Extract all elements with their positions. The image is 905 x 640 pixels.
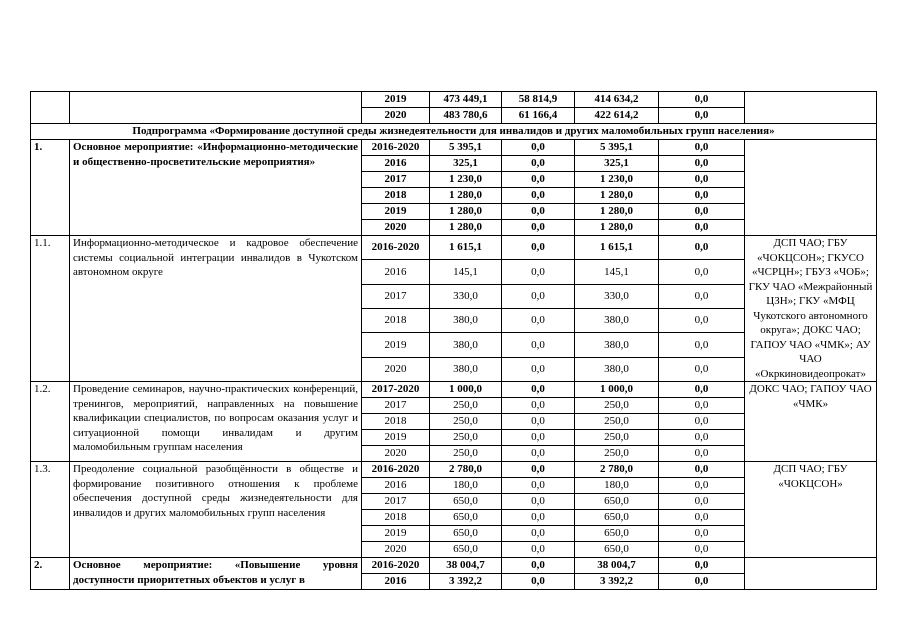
table-row [31,462,877,478]
fed-cell: 61 166,4 [502,108,575,124]
reg-cell: 250,0 [575,414,659,430]
reg-cell: 650,0 [575,494,659,510]
executor-cell [745,558,877,590]
year-cell: 2020 [362,542,430,558]
reg-cell: 1 280,0 [575,188,659,204]
item-number: 1.3. [31,462,70,558]
fed-cell: 0,0 [502,284,575,308]
reg-cell: 1 280,0 [575,220,659,236]
executor-cell [745,140,877,236]
other-cell: 0,0 [659,398,745,414]
item-name: Преодоление социальной разобщённости в обществе и формирование позитивного отношения к проблеме обеспечения доступной среды жизнедеятельности для инвалидов и других маломобильных групп населения [70,462,362,558]
year-cell: 2019 [362,526,430,542]
reg-cell: 422 614,2 [575,108,659,124]
reg-cell: 650,0 [575,526,659,542]
reg-cell: 2 780,0 [575,462,659,478]
other-cell: 0,0 [659,430,745,446]
other-cell: 0,0 [659,92,745,108]
total-cell: 473 449,1 [430,92,502,108]
year-cell: 2019 [362,92,430,108]
item-number: 2. [31,558,70,590]
other-cell: 0,0 [659,284,745,308]
fed-cell: 0,0 [502,260,575,284]
reg-cell: 650,0 [575,510,659,526]
fed-cell: 58 814,9 [502,92,575,108]
total-cell: 1 280,0 [430,204,502,220]
other-cell: 0,0 [659,494,745,510]
reg-cell: 1 230,0 [575,172,659,188]
other-cell: 0,0 [659,558,745,574]
item-name: Основное мероприятие: «Повышение уровня доступности приоритетных объектов и услуг в [70,558,362,590]
fed-cell: 0,0 [502,333,575,357]
fed-cell: 0,0 [502,574,575,590]
fed-cell: 0,0 [502,188,575,204]
total-cell: 250,0 [430,430,502,446]
year-cell: 2016 [362,156,430,172]
fed-cell: 0,0 [502,414,575,430]
total-cell: 3 392,2 [430,574,502,590]
fed-cell: 0,0 [502,462,575,478]
item-name: Информационно-методическое и кадровое обеспечение системы социальной интеграции инвалидов в Чукотском автономном округе [70,236,362,382]
year-cell: 2016-2020 [362,236,430,260]
subprogram-title: Подпрограмма «Формирование доступной среды жизнедеятельности для инвалидов и других маломобильных групп населения» [31,124,877,140]
year-cell: 2016-2020 [362,140,430,156]
item-number: 1. [31,140,70,236]
reg-cell: 180,0 [575,478,659,494]
other-cell: 0,0 [659,333,745,357]
year-cell: 2017 [362,494,430,510]
year-cell: 2016 [362,574,430,590]
reg-cell: 1 000,0 [575,382,659,398]
executor-cell: ДОКС ЧАО; ГАПОУ ЧАО «ЧМК» [745,382,877,462]
total-cell: 1 000,0 [430,382,502,398]
fed-cell: 0,0 [502,430,575,446]
other-cell: 0,0 [659,108,745,124]
fed-cell: 0,0 [502,478,575,494]
fed-cell: 0,0 [502,542,575,558]
year-cell: 2016 [362,260,430,284]
other-cell: 0,0 [659,526,745,542]
year-cell: 2019 [362,204,430,220]
total-cell: 1 615,1 [430,236,502,260]
year-cell: 2018 [362,308,430,332]
item-name: Проведение семинаров, научно-практических конференций, тренингов, мероприятий, направленных на повышение квалификации специалистов, по вопросам оказания услуг и ситуационной помощи инвалидам и другим маломобильным группам населения [70,382,362,462]
total-cell: 1 280,0 [430,220,502,236]
item-name: Основное мероприятие: «Информационно-методические и общественно-просветительские мероприятия» [70,140,362,236]
other-cell: 0,0 [659,140,745,156]
budget-table [30,91,877,590]
executor-cell: ДСП ЧАО; ГБУ «ЧОКЦСОН» [745,462,877,558]
total-cell: 650,0 [430,526,502,542]
other-cell: 0,0 [659,414,745,430]
fed-cell: 0,0 [502,172,575,188]
executor-cell [745,92,877,124]
table-row [31,140,877,156]
reg-cell: 1 615,1 [575,236,659,260]
fed-cell: 0,0 [502,357,575,381]
other-cell: 0,0 [659,462,745,478]
fed-cell: 0,0 [502,204,575,220]
year-cell: 2016-2020 [362,558,430,574]
year-cell: 2020 [362,220,430,236]
total-cell: 650,0 [430,542,502,558]
reg-cell: 250,0 [575,398,659,414]
total-cell: 250,0 [430,446,502,462]
total-cell: 1 280,0 [430,188,502,204]
total-cell: 650,0 [430,510,502,526]
other-cell: 0,0 [659,236,745,260]
year-cell: 2018 [362,510,430,526]
reg-cell: 380,0 [575,357,659,381]
reg-cell: 5 395,1 [575,140,659,156]
year-cell: 2017-2020 [362,382,430,398]
other-cell: 0,0 [659,172,745,188]
total-cell: 380,0 [430,308,502,332]
year-cell: 2020 [362,357,430,381]
total-cell: 483 780,6 [430,108,502,124]
other-cell: 0,0 [659,220,745,236]
fed-cell: 0,0 [502,446,575,462]
other-cell: 0,0 [659,357,745,381]
name-cell [70,92,362,124]
total-cell: 38 004,7 [430,558,502,574]
year-cell: 2019 [362,430,430,446]
table-row [31,92,877,108]
table-row [31,558,877,574]
reg-cell: 1 280,0 [575,204,659,220]
reg-cell: 145,1 [575,260,659,284]
other-cell: 0,0 [659,446,745,462]
other-cell: 0,0 [659,260,745,284]
reg-cell: 330,0 [575,284,659,308]
fed-cell: 0,0 [502,398,575,414]
table-row [31,382,877,398]
total-cell: 380,0 [430,357,502,381]
year-cell: 2017 [362,172,430,188]
other-cell: 0,0 [659,188,745,204]
fed-cell: 0,0 [502,494,575,510]
other-cell: 0,0 [659,382,745,398]
subprogram-row [31,124,877,140]
item-number: 1.2. [31,382,70,462]
reg-cell: 650,0 [575,542,659,558]
total-cell: 330,0 [430,284,502,308]
year-cell: 2020 [362,446,430,462]
year-cell: 2020 [362,108,430,124]
reg-cell: 250,0 [575,430,659,446]
year-cell: 2016 [362,478,430,494]
reg-cell: 325,1 [575,156,659,172]
year-cell: 2017 [362,398,430,414]
total-cell: 1 230,0 [430,172,502,188]
reg-cell: 38 004,7 [575,558,659,574]
total-cell: 180,0 [430,478,502,494]
reg-cell: 250,0 [575,446,659,462]
total-cell: 145,1 [430,260,502,284]
fed-cell: 0,0 [502,236,575,260]
total-cell: 250,0 [430,398,502,414]
fed-cell: 0,0 [502,140,575,156]
table-row [31,236,877,260]
total-cell: 380,0 [430,333,502,357]
year-cell: 2019 [362,333,430,357]
reg-cell: 414 634,2 [575,92,659,108]
reg-cell: 3 392,2 [575,574,659,590]
year-cell: 2018 [362,188,430,204]
year-cell: 2018 [362,414,430,430]
other-cell: 0,0 [659,574,745,590]
fed-cell: 0,0 [502,510,575,526]
total-cell: 2 780,0 [430,462,502,478]
other-cell: 0,0 [659,478,745,494]
other-cell: 0,0 [659,308,745,332]
reg-cell: 380,0 [575,333,659,357]
other-cell: 0,0 [659,204,745,220]
other-cell: 0,0 [659,542,745,558]
year-cell: 2017 [362,284,430,308]
fed-cell: 0,0 [502,558,575,574]
executor-cell: ДСП ЧАО; ГБУ «ЧОКЦСОН»; ГКУСО «ЧСРЦН»; ГБУЗ «ЧОБ»; ГКУ ЧАО «Межрайонный ЦЗН»; ГКУ «МФЦ Чукотского автономного округа»; ДОКС ЧАО; ГАПОУ ЧАО «ЧМК»; АУ ЧАО «Окркиновидеопрокат» [745,236,877,382]
fed-cell: 0,0 [502,308,575,332]
fed-cell: 0,0 [502,156,575,172]
total-cell: 5 395,1 [430,140,502,156]
item-number: 1.1. [31,236,70,382]
fed-cell: 0,0 [502,526,575,542]
number-cell [31,92,70,124]
other-cell: 0,0 [659,510,745,526]
fed-cell: 0,0 [502,220,575,236]
total-cell: 325,1 [430,156,502,172]
reg-cell: 380,0 [575,308,659,332]
total-cell: 650,0 [430,494,502,510]
total-cell: 250,0 [430,414,502,430]
year-cell: 2016-2020 [362,462,430,478]
other-cell: 0,0 [659,156,745,172]
fed-cell: 0,0 [502,382,575,398]
